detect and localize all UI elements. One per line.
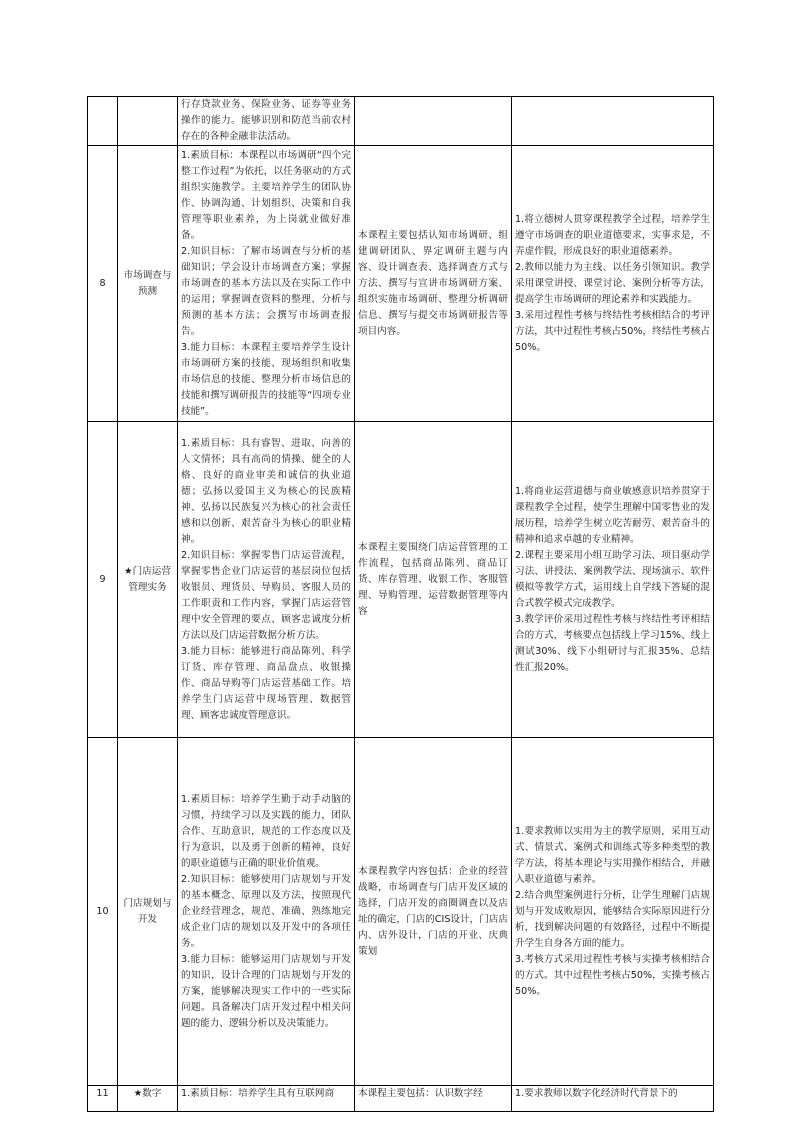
teaching-requirements xyxy=(512,738,714,1086)
course-goals xyxy=(178,422,355,738)
page xyxy=(87,96,713,1112)
table-row xyxy=(88,146,714,422)
requirement-item: 2.教师以能力为主线、以任务引领知识。教学采用课堂讲授、课堂讨论、案例分析等方法，提高学生市场调研的理论素养和实践能力。 xyxy=(515,261,710,305)
goal-item: 1.素质目标：本课程以市场调研“四个完整工作过程”为依托，以任务驱动的方式组织实施教学。主要培养学生的团队协作、协调沟通、计划组织、决策和自我管理等职业素养，为上岗就业做好准备。 xyxy=(181,149,351,241)
course-name: 市场调查与预测 xyxy=(118,146,178,422)
goal-item: 2.知识目标：了解市场调查与分析的基础知识；学会设计市场调查方案；掌握市场调查的基本方法以及在实际工作中的运用；掌握调查资料的整理、分析与预测的基本方法；会撰写市场调查报告。 xyxy=(181,245,351,337)
course-number: 9 xyxy=(88,422,118,738)
course-number: 10 xyxy=(88,738,118,1086)
requirement-item: 1.将商业运营道德与商业敏感意识培养贯穿于课程教学全过程，使学生理解中国零售业的发展历程，培养学生树立吃苦耐劳、艰苦奋斗的精神和追求卓越的专业精神。 xyxy=(515,485,710,545)
table-row xyxy=(88,422,714,738)
requirement-item: 2.课程主要采用小组互助学习法、项目驱动学习法、讲授法、案例教学法、现场演示、软件模拟等教学方式，运用线上自学线下答疑的混合式教学模式完成教学。 xyxy=(515,549,710,609)
goal-item: 行存贷款业务、保险业务、证券等业务操作的能力。能够识别和防范当前农村存在的各种金融非法活动。 xyxy=(181,99,351,142)
course-content xyxy=(355,738,512,1086)
teaching-requirements xyxy=(512,146,714,422)
table-body xyxy=(88,97,714,1112)
content-text: 本课程教学内容包括：企业的经营战略，市场调查与门店开发区域的选择，门店开发的商圈调查以及店址的确定，门店的CIS设计，门店店内、店外设计，门店的开业、庆典策划 xyxy=(358,865,508,957)
requirement-item: 1.要求教师以实用为主的教学原则，采用互动式、情景式、案例式和训练式等多种类型的教学方法，将基本理论与实用操作相结合，并融入职业道德与素养。 xyxy=(515,825,710,885)
content-text: 本课程主要围绕门店运营管理的工作流程，包括商品陈列、商品订货、库存管理、收银工作、客服管理、导购管理、运营数据管理等内容 xyxy=(358,541,508,617)
goal-item: 3.能力目标：能够运用门店规划与开发的知识，设计合理的门店规划与开发的方案，能够解决现实工作中的一些实际问题。具备解决门店开发过程中相关问题的能力、逻辑分析以及决策能力。 xyxy=(181,953,351,1029)
course-goals xyxy=(178,738,355,1086)
teaching-requirements xyxy=(512,422,714,738)
course-number xyxy=(88,97,118,146)
course-goals xyxy=(178,97,355,146)
course-goals xyxy=(178,146,355,422)
content-text: 本课程主要包括：认识数字经 xyxy=(358,1088,483,1099)
requirement-item: 3.教学评价采用过程性考核与终结性考评相结合的方式，考核要点包括线上学习15%、线上测试30%、线下小组研讨与汇报35%、总结性汇报20%。 xyxy=(515,613,710,673)
course-content xyxy=(355,422,512,738)
course-content xyxy=(355,146,512,422)
course-content xyxy=(355,97,512,146)
goal-item: 2.知识目标：能够使用门店规划与开发的基本概念、原理以及方法，按照现代企业经营理念，规范、准确、熟练地完成企业门店的规划以及开发中的各项任务。 xyxy=(181,873,351,949)
goal-item: 1.素质目标：培养学生具有互联网商 xyxy=(181,1088,335,1099)
goal-item: 1.素质目标：培养学生勤于动手动脑的习惯，持续学习以及实践的能力，团队合作、互助意识，规范的工作态度以及行为意识，以及勇于创新的精神，良好的职业道德与正确的职业价值观。 xyxy=(181,793,351,869)
table-row xyxy=(88,738,714,1086)
course-number: 8 xyxy=(88,146,118,422)
content-text: 本课程主要包括认知市场调研、组建调研团队、界定调研主题与内容、设计调查表、选择调查方式与方法、撰写与宣讲市场调研方案、组织实施市场调研、整理分析调研信息、撰写与提交市场调研报告等项目内容。 xyxy=(358,229,508,337)
goal-item: 3.能力目标：能够进行商品陈列、科学订货、库存管理、商品盘点、收银操作、商品导购等门店运营基础工作。培养学生门店运营中现场管理、数据管理、顾客忠诚度管理意识。 xyxy=(181,645,351,721)
teaching-requirements xyxy=(512,97,714,146)
goal-item: 2.知识目标：掌握零售门店运营流程，掌握零售企业门店运营的基层岗位包括收银员、理货员、导购员、客服人员的工作职责和工作内容，掌握门店运营管理中安全管理的要点、顾客忠诚度分析方法以及门店运营数据分析方法。 xyxy=(181,549,351,641)
course-name: ★门店运营管理实务 xyxy=(118,422,178,738)
course-name: ★数字 xyxy=(118,1086,178,1112)
requirement-item: 3.考核方式采用过程性考核与实操考核相结合的方式。其中过程性考核占50%，实操考核占50%。 xyxy=(515,953,710,997)
requirement-item: 1.将立德树人贯穿课程教学全过程，培养学生遵守市场调查的职业道德要求，实事求是，不弄虚作假，形成良好的职业道德素养。 xyxy=(515,213,710,257)
requirement-item: 3.采用过程性考核与终结性考核相结合的考评方法，其中过程性考核占50%，终结性考核占50%。 xyxy=(515,309,710,353)
course-name: 门店规划与开发 xyxy=(118,738,178,1086)
course-name xyxy=(118,97,178,146)
requirement-item: 1.要求教师以数字化经济时代背景下的 xyxy=(515,1088,678,1099)
course-number: 11 xyxy=(88,1086,118,1112)
teaching-requirements xyxy=(512,1086,714,1112)
requirement-item: 2.结合典型案例进行分析，让学生理解门店规划与开发成败原因，能够结合实际原因进行分析，找到解决问题的有效路径，过程中不断提升学生自身各方面的能力。 xyxy=(515,889,710,949)
course-goals xyxy=(178,1086,355,1112)
course-content xyxy=(355,1086,512,1112)
table-row xyxy=(88,1086,714,1112)
table-row xyxy=(88,97,714,146)
goal-item: 3.能力目标：本课程主要培养学生设计市场调研方案的技能、现场组织和收集市场信息的技能、整理分析市场信息的技能和撰写调研报告的技能等“四项专业技能”。 xyxy=(181,341,351,417)
course-table xyxy=(87,96,714,1112)
goal-item: 1.素质目标：具有睿智、进取、向善的人文情怀；具有高尚的情操、健全的人格、良好的商业审美和诚信的执业道德；弘扬以爱国主义为核心的民族精神、弘扬以民族复兴为核心的社会责任感和以创新、艰苦奋斗为核心的职业精神。 xyxy=(181,437,351,545)
